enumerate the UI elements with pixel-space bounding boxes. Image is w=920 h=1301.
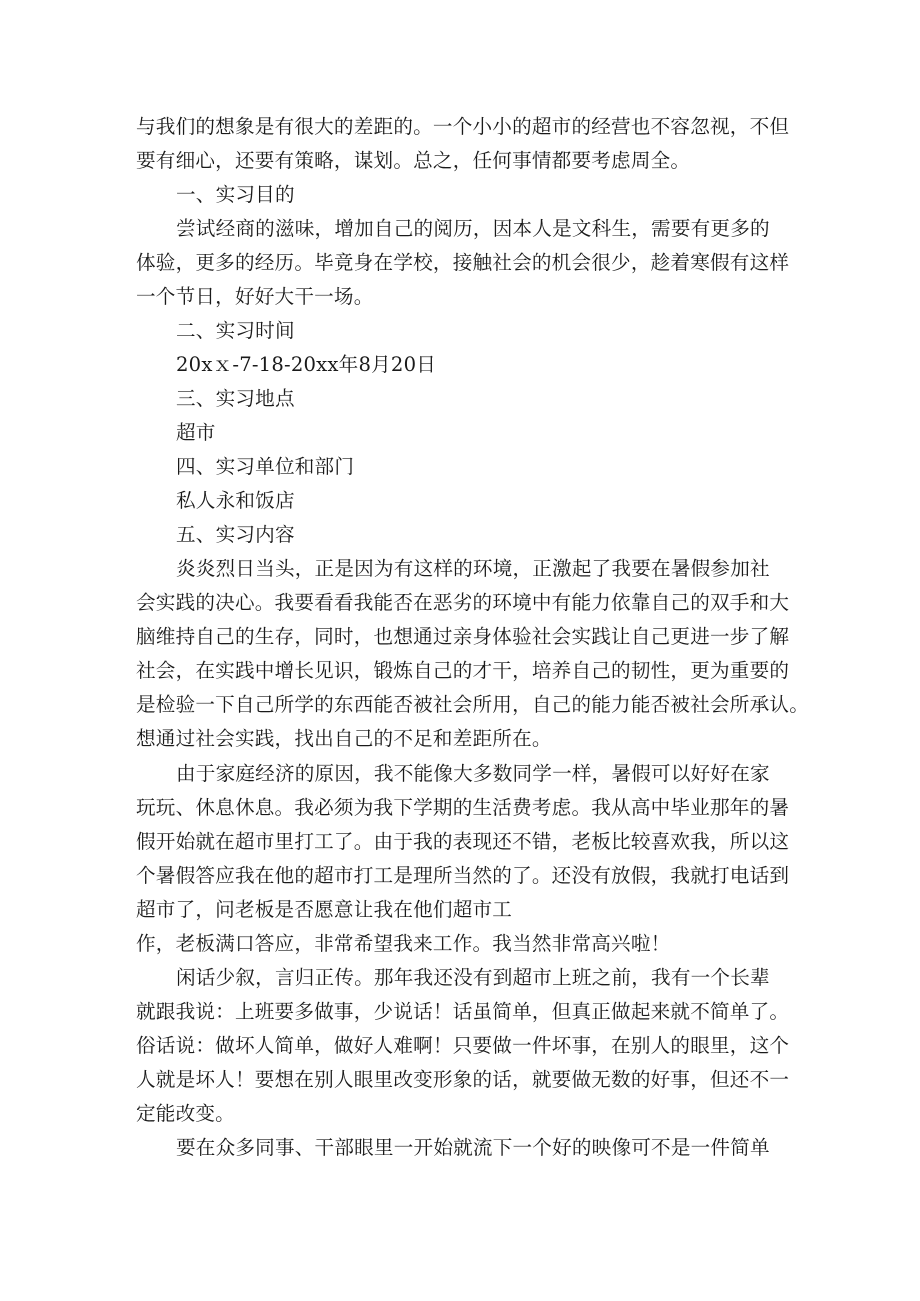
text-line: 尝试经商的滋味，增加自己的阅历，因本人是文科生，需要有更多的: [176, 217, 770, 240]
text-line: 社会，在实践中增长见识，锻炼自己的才干，培养自己的韧性，更为重要的: [136, 659, 790, 682]
text-line: 要有细心，还要有策略，谋划。总之，任何事情都要考虑周全。: [136, 149, 691, 172]
text-line: 想通过社会实践，找出自己的不足和差距所在。: [136, 727, 552, 750]
text-line: 体验，更多的经历。毕竟身在学校，接触社会的机会很少，趁着寒假有这样: [136, 251, 790, 274]
text-line: 个暑假答应我在他的超市打工是理所当然的了。还没有放假，我就打电话到: [136, 864, 790, 887]
text-line: 俗话说：做坏人简单，做好人难啊！只要做一件坏事，在别人的眼里，这个: [136, 1034, 790, 1057]
text-line: 20xｘ-7-18-20xx年8月20日: [176, 353, 437, 376]
text-line: 私人永和饭店: [176, 489, 295, 512]
text-line: 超市了，问老板是否愿意让我在他们超市工: [136, 898, 513, 921]
section-heading: 一、实习目的: [176, 183, 295, 206]
text-line: 闲话少叙，言归正传。那年我还没有到超市上班之前，我有一个长辈: [176, 966, 770, 989]
text-line: 由于家庭经济的原因，我不能像大多数同学一样，暑假可以好好在家: [176, 762, 770, 785]
text-line: 脑维持自己的生存，同时，也想通过亲身体验社会实践让自己更进一步了解: [136, 625, 790, 648]
text-line: 要在众多同事、干部眼里一开始就流下一个好的映像可不是一件简单: [176, 1136, 770, 1159]
text-line: 假开始就在超市里打工了。由于我的表现还不错，老板比较喜欢我，所以这: [136, 830, 790, 853]
text-line: 是检验一下自己所学的东西能否被社会所用，自己的能力能否被社会所承认。: [136, 693, 809, 716]
section-heading: 五、实习内容: [176, 523, 295, 546]
text-line: 炎炎烈日当头，正是因为有这样的环境，正激起了我要在暑假参加社: [176, 557, 770, 580]
text-line: 玩玩、休息休息。我必须为我下学期的生活费考虑。我从高中毕业那年的暑: [136, 796, 790, 819]
text-line: 超市: [176, 421, 216, 444]
text-line: 与我们的想象是有很大的差距的。一个小小的超市的经营也不容忽视，不但: [136, 115, 790, 138]
text-line: 定能改变。: [136, 1102, 235, 1125]
text-line: 作，老板满口答应，非常希望我来工作。我当然非常高兴啦！: [136, 932, 671, 955]
text-line: 人就是坏人！要想在别人眼里改变形象的话，就要做无数的好事，但还不一: [136, 1068, 790, 1091]
section-heading: 二、实习时间: [176, 319, 295, 342]
text-line: 就跟我说：上班要多做事，少说话！话虽简单，但真正做起来就不简单了。: [136, 1000, 790, 1023]
text-line: 会实践的决心。我要看看我能否在恶劣的环境中有能力依靠自己的双手和大: [136, 591, 790, 614]
text-line: 一个节日，好好大干一场。: [136, 285, 374, 308]
section-heading: 三、实习地点: [176, 387, 295, 410]
section-heading: 四、实习单位和部门: [176, 455, 355, 478]
